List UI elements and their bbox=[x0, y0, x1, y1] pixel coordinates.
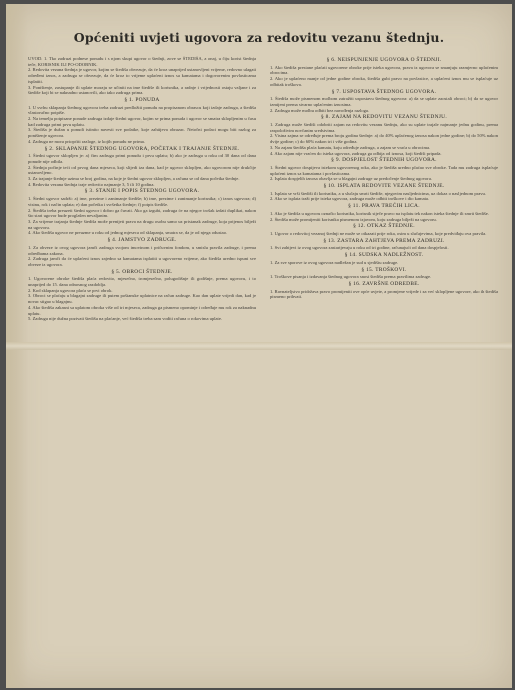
clause-text: 2. Kod sklapanja ugovora plaća se prvi obrok. bbox=[28, 287, 113, 293]
clause-text: 3. Za vrijeme trajanja štednje štediša može prenijeti prava na drugu osobu samo uz pristanak zadruge, koja prijenos bilježi na ugovoru. bbox=[28, 218, 256, 230]
clause-text: 2. Zadruga jamči da će uplaćeni iznos zajedno sa kamatama isplatiti u ugovoreno vrijeme, ako štediša uredno ispuni sve obveze iz ugovora. bbox=[28, 256, 256, 267]
clause-text: 3. Poništenje, zastupanje ili uplate moraju se učiniti na ime štediše ili korisnika, a radnje i vrijednosti ostaju valjane i za štediše koji bi se naknadno ustanovili, ako tako zadruga prima. bbox=[28, 84, 256, 96]
clause-text: 1. U svrhu sklapanja štednog ugovora treba zadruzi predložiti ponudu na propisanom obrascu koji izdaje zadruga, a štediša vlastoručno potpiše. bbox=[28, 104, 256, 116]
clause-text: 2. Štediša može promijeniti korisnika pismenom izjavom, koju zadruga bilježi na ugovoru. bbox=[270, 216, 437, 222]
clause-text: 2. Isplata dospjelih iznosa obavlja se u blagajni zadruge uz predočenje štednog ugovora. bbox=[270, 176, 433, 182]
clause-text: 1. Ako štediša prestane plaćati ugovorene obroke prije isteka ugovora, prava iz ugovora se smanjuju razmjerno uplaćenim obrocima. bbox=[270, 64, 498, 76]
clause-text: 5. Zadruga nije dužna pozivati štedišu na plaćanje, već štediša treba sam voditi računa o rokovima uplate. bbox=[28, 316, 223, 322]
section-heading: § 1. PONUDA bbox=[124, 96, 160, 103]
clause-text: 2. Visina zajma se određuje prema broju godina štednje: a) do 40% uplaćenog iznosa nakon jedne godine; b) do 50% nakon dvije godine; c) do 60% nakon tri i više godina. bbox=[270, 133, 498, 145]
clause-text: 2. Zadruga može molbu odbiti bez navođenja razloga. bbox=[270, 107, 370, 113]
clause-text: 1. Ugovorene obroke štediša plaća redovito, mjesečno, tromjesečno, polugodišnje ili godišnje, prema ugovoru, i to unaprijed do 15. dana odnosnog razdoblja. bbox=[28, 276, 256, 288]
clause-text: 1. Štedni ugovor dospijeva istekom ugovorenog roka, ako je štediša uredno plaćao sve obroke. Tada mu zadruga isplaćuje uplaćeni iznos sa kamatama i povlasticama. bbox=[270, 164, 498, 176]
clause-text: 1. Štediša može pismenom molbom zatražiti uspostavu štednog ugovora: a) da se uplate zaostali obroci; b) da se ugovor izmijeni prema stvarno uplaćenim iznosima. bbox=[270, 96, 498, 107]
clause-text: 1. Troškove pisanja i izdavanja štednog ugovora snosi štediša prema pravilima zadruge. bbox=[270, 274, 432, 280]
clause-text: 2. Na temelju potpisane ponude zadruga izdaje štedni ugovor, kojim se prima ponuda i ugovor se smatra sklopljenim u času kad zadruga primi prvu uplatu. bbox=[28, 116, 256, 127]
section-heading: § 2. SKLAPANJE ŠTEDNOG UGOVORA, POČETAK I TRAJANJE ŠTEDNJE. bbox=[44, 145, 240, 152]
clause-text: 2. Redovita vezana štednja je ugovor, kojim se štediša obvezuje, da će kroz unaprijed ustanovljeni vrijeme, redovno ulagati određeni iznos, a zadruga se obvezuje, da će kroz to vrijeme uplaćeni iznos sa kamatama i dogovorenim povlasticama isplatiti. bbox=[28, 67, 256, 84]
clause-text: 1. Svi zahtjevi iz ovog ugovora zastarijevaju u roku od tri godine, računajući od dana dospjelosti. bbox=[270, 245, 449, 251]
clause-text: 4. Redovita vezana štednja traje redovito najmanje 3, 5 ili 10 godina. bbox=[28, 181, 155, 187]
clause-text: 2. Štednja počinje teći od prvog dana mjeseca, koji slijedi iza dana, kad je ugovor sklopljen, ako ugovorom nije drukčije ustanovljeno. bbox=[28, 164, 256, 176]
clause-text: 1. Za obveze iz ovog ugovora jamči zadruga svojom imovinom i pričuvnim fondom, u smislu pravila zadruge, i prema odredbama zakona. bbox=[28, 244, 256, 256]
section-heading: § 10. ISPLATA REDOVITE VEZANE ŠTEDNJE. bbox=[323, 183, 445, 190]
clause-text: 1. Isplata se vrši štediši ili korisniku, a u slučaju smrti štediše, njegovim nasljednicima, uz dokaz o nasljednom pravu. bbox=[270, 190, 486, 196]
clause-text: 2. Ako se isplata traži prije isteka ugovora, zadruga može odbiti troškove i dio kamata. bbox=[270, 196, 430, 202]
clause-text: 3. Štediša je dužan u ponudi istinito navesti sve podatke, koje zahtijeva obrazac. Netočni podaci mogu biti razlog za poništenje ugovora. bbox=[28, 127, 256, 139]
clause-text: 2. Ako je uplaćeno manje od jedne godine obroka, štediša gubi pravo na povlastice, a uplaćeni iznos mu se isplaćuje uz odbitak troškova. bbox=[270, 76, 498, 87]
right-column bbox=[270, 56, 498, 680]
clause-text: 3. Obroci se plaćaju u blagajni zadruge ili putem poštanske uplatnice na račun zadruge. Kao dan uplate vrijedi dan, kad je novac stigao u blagajnu. bbox=[28, 293, 256, 305]
clause-text: 1. Ako je štediša u ugovoru označio korisnika, korisnik stječe pravo na isplatu tek nakon isteka štednje ili smrti štediše. bbox=[270, 210, 489, 216]
document-page bbox=[6, 4, 512, 688]
clause-text: 1. Za sve sporove iz ovog ugovora nadležan je sud u sjedištu zadruge. bbox=[270, 259, 399, 265]
clause-text: 4. Zadruga ne mora priopćiti razloge, iz kojih ponudu ne prima. bbox=[28, 138, 145, 144]
section-heading: § 9. DOSPJELOST ŠTEDNIH UGOVORA. bbox=[331, 157, 437, 164]
section-heading: § 11. PRAVA TREĆIH LICA. bbox=[348, 203, 420, 210]
clause-text: 3. Za trajanje štednje uzima se broj godina, na koje je štedni ugovor sklopljen, a računa se od dana početka štednje. bbox=[28, 176, 240, 182]
section-heading: § 12. OTKAZ ŠTEDNJE. bbox=[353, 223, 415, 230]
clause-text: 1. Štedni ugovor sadrži: a) ime, prezime i zanimanje štediše; b) ime, prezime i zanimanje korisnika; c) iznos ugovora; d) visinu, rok i način uplata; e) dan početka i svršetka štednje; f) potpis štediše. bbox=[28, 196, 256, 207]
clause-text: 3. Na zajam štediša plaća kamatu, koju određuje zadruga, a zajam se vraća u obrocima. bbox=[270, 144, 431, 150]
clause-text: UVOD. 1. Tko zadruzi podnese ponudu i s njom skupi ugovor o štednji, zove se ŠTEDIŠA, a onaj, u čiju korist štednja teče, KORISNIK ILI PO-ODOBNIK. bbox=[28, 56, 256, 67]
clause-text: 1. Ravnateljstvo pridržava pravo promijeniti ove opće uvjete, a promjene vrijede i za već sklopljene ugovore, ako ih štediša pismeno prihvati. bbox=[270, 288, 498, 300]
left-column bbox=[28, 56, 256, 680]
section-heading: § 6. NEISPUNJENJE UGOVORA O ŠTEDNJI. bbox=[326, 57, 442, 63]
section-heading: § 15. TROŠKOVI. bbox=[361, 266, 407, 273]
section-heading: § 3. STANJE I POPIS ŠTEDNOG UGOVORA. bbox=[84, 188, 200, 195]
section-heading: § 13. ZASTARA ZAHTJEVA PREMA ZADRUZI. bbox=[323, 237, 445, 244]
clause-text: 4. Ako štediša ugovor ne preuzme u roku od jednog mjeseca od sklapanja, smatra se, da je od njega odustao. bbox=[28, 230, 228, 236]
section-heading: § 14. SUDSKA NADLEŽNOST. bbox=[344, 252, 424, 259]
clause-text: 1. Zadruga može štediši odobriti zajam na redovitu vezanu štednju, ako su uplate trajale najmanje jednu godinu, prema raspoloživim novčanim sredstvima. bbox=[270, 122, 498, 133]
document-title: Općeniti uvjeti ugovora za redovitu vezanu štednju. bbox=[73, 30, 445, 45]
section-heading: § 5. OBROCI ŠTEDNJE. bbox=[111, 268, 173, 275]
section-heading: § 8. ZAJAM NA REDOVITU VEZANU ŠTEDNJU. bbox=[321, 114, 447, 121]
section-heading: § 16. ZAVRŠNE ODREDBE. bbox=[348, 280, 420, 287]
clause-text: 1. Ugovor o redovitoj vezanoj štednji ne može se otkazati prije roka, osim u slučajevima, koje predviđaju ova pravila. bbox=[270, 230, 487, 236]
section-heading: § 4. JAMSTVO ZADRUGE. bbox=[107, 237, 177, 244]
clause-text: 2. Štediša treba preuzeti štedni ugovor i dobro ga čuvati. Ako ga izgubi, zadruga će na njegov trošak izdati duplikat, nakon što stari ugovor bude proglašen nevaljanim. bbox=[28, 207, 256, 219]
section-heading: § 7. USPOSTAVA ŠTEDNOG UGOVORA. bbox=[331, 88, 437, 95]
clause-text: 4. Ako zajam nije vraćen do isteka ugovora, zadruga ga odbija od iznosa, koji štediši pripada. bbox=[270, 150, 442, 156]
clause-text: 4. Ako štediša zakasni sa uplatom obroka više od tri mjeseca, zadruga ga pismeno opominje i određuje mu rok za naknadnu uplatu. bbox=[28, 304, 256, 316]
clause-text: 1. Štedni ugovor sklopljen je: a) čim zadruga primi ponudu i prvu uplatu; b) ako je zadruga u roku od 30 dana od dana ponude nije odbila. bbox=[28, 153, 256, 164]
